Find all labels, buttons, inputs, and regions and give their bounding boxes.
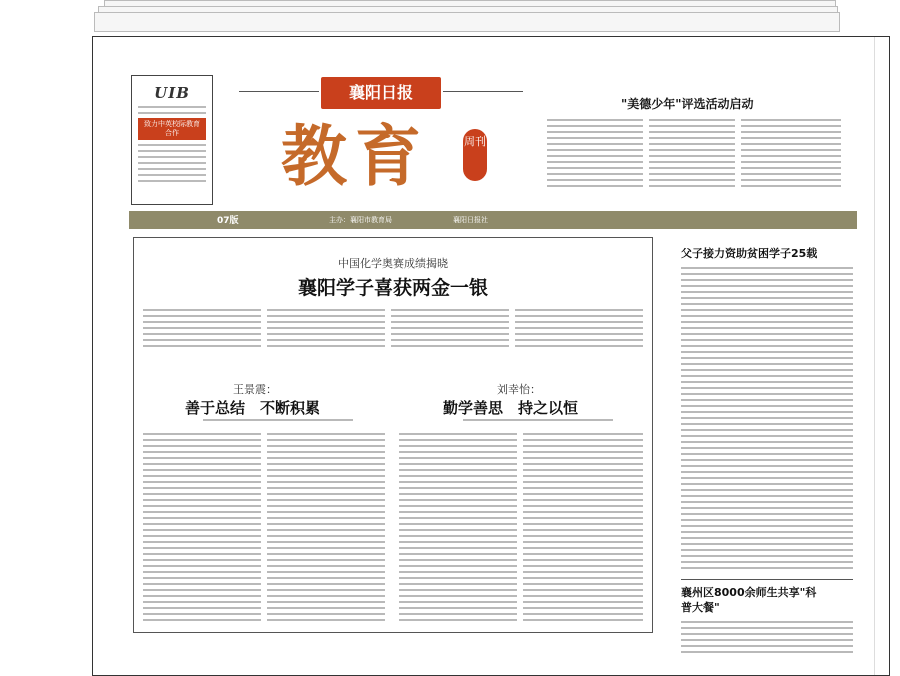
page-edge xyxy=(874,37,889,675)
sidebar-divider xyxy=(681,579,853,580)
masthead-rule-left xyxy=(239,91,319,92)
lead-body-col2 xyxy=(267,309,385,351)
newspaper-page xyxy=(92,36,890,676)
right-sub-title: 勤学善思 持之以恒 xyxy=(443,399,579,417)
left-sub-byline xyxy=(203,419,353,425)
uib-logo: UIB xyxy=(154,84,190,102)
top-story-col1 xyxy=(547,119,643,191)
masthead-rule-right xyxy=(443,91,523,92)
lead-headline: 襄阳学子喜获两金一银 xyxy=(297,277,488,299)
logo-contact-lines xyxy=(132,144,212,182)
paper-stack-front xyxy=(94,12,840,32)
lead-body-col3 xyxy=(391,309,509,351)
left-sub-title: 善于总结 不断积累 xyxy=(185,399,321,417)
weekly-seal: 周刊 xyxy=(463,129,487,181)
logo-tagline: 致力中英校际教育合作 xyxy=(138,118,206,140)
right-sub-col2 xyxy=(523,433,643,625)
newspaper-logo: 襄阳日报 xyxy=(321,77,441,109)
section-title: 教育 xyxy=(281,117,429,195)
top-story-title: "美德少年"评选活动启动 xyxy=(621,97,754,111)
uib-logo-box xyxy=(131,75,213,205)
right-sub-name: 刘幸怡： xyxy=(497,383,541,396)
banner-organizer: 主办：襄阳市教育局 xyxy=(329,216,392,224)
lead-body-col1 xyxy=(143,309,261,351)
top-story-col3 xyxy=(741,119,841,191)
left-sub-col2 xyxy=(267,433,385,625)
banner-publisher: 襄阳日报社 xyxy=(453,216,488,224)
left-sub-col1 xyxy=(143,433,261,625)
sidebar-story1-title: 父子接力资助贫困学子25载 xyxy=(681,247,818,260)
right-sub-byline xyxy=(463,419,613,425)
right-sub-col1 xyxy=(399,433,517,625)
sidebar-story2-body xyxy=(681,621,853,657)
sidebar-story1-body xyxy=(681,267,853,573)
lead-kicker: 中国化学奥赛成绩揭晓 xyxy=(338,257,448,270)
logo-fineprint xyxy=(132,106,212,114)
lead-body-col4 xyxy=(515,309,643,351)
top-story-col2 xyxy=(649,119,735,191)
page-number: 07版 xyxy=(217,216,239,226)
left-sub-name: 王景震： xyxy=(233,383,277,396)
sidebar-story2-title: 襄州区8000余师生共享"科普大餐" xyxy=(681,586,817,614)
